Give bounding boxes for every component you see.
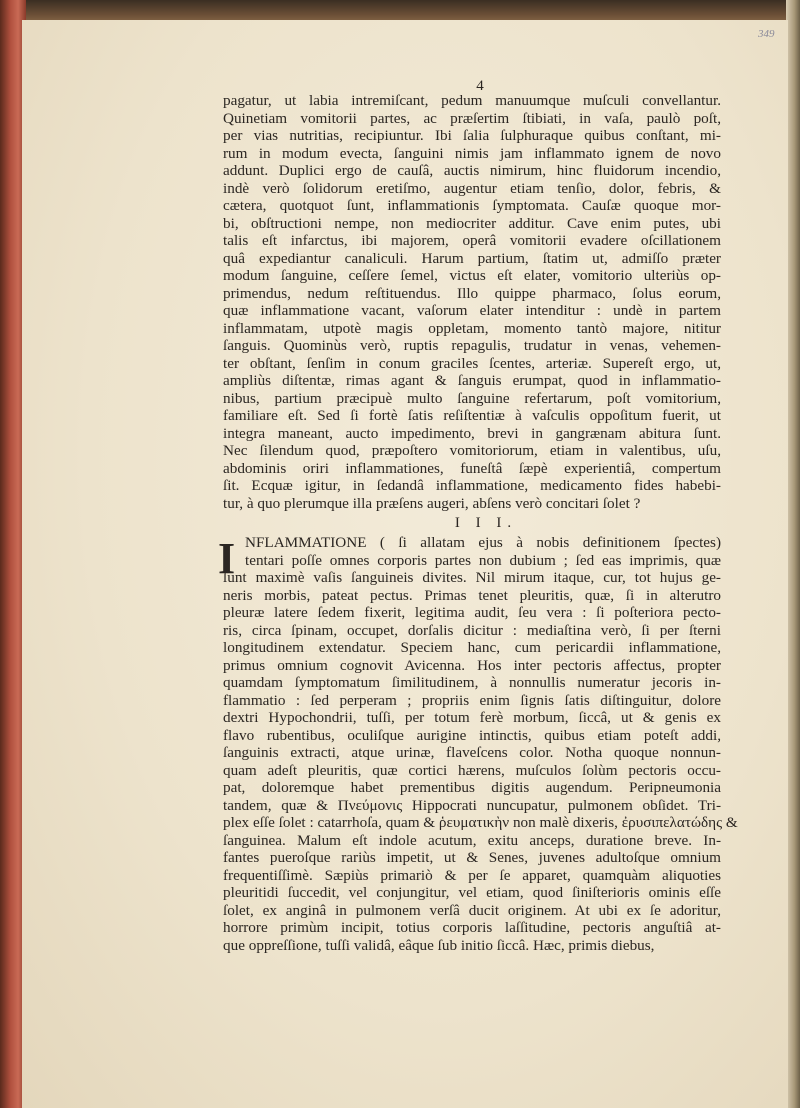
text-line: quam adeſt pleuritis, quæ cortici hærens, muſculos ſolùm pectoris occu- [223, 761, 721, 779]
folio-mark: 349 [758, 28, 775, 40]
text-line: talis eſt infarctus, ibi majorem, operâ vomitorii evadere oſcillationem [223, 232, 721, 249]
text-line: quâ expediantur canaliculi. Harum partium, ſtatim ut, admiſſo præter [223, 249, 721, 267]
text-line: primus omnium cognovit Avicenna. Hos inter pectoris affectus, propter [223, 656, 721, 674]
text-line: modum ſanguine, ceſſere ſemel, victus eſt elater, vomitorio ulteriùs op- [223, 267, 721, 284]
text-line: frequentiſſimè. Sæpiùs primariò & per ſe apparet, quamquàm aliquoties [223, 866, 721, 884]
text-line: fantes pueroſque rariùs impetit, ut & Senes, juvenes adultoſque omnium [223, 849, 721, 866]
paragraph-inflammatione [218, 534, 738, 954]
text-line: tur, à quo plerumque illa præſens augeri, abſens verò concitari ſolet ? [223, 494, 641, 512]
text-line: tentari poſſe omnes corporis partes non dubium ; ſed eas imprimis, quæ [245, 551, 721, 569]
text-line: abdominis oriri inflammationes, funeſtâ ſæpè experientiâ, compertum [223, 459, 721, 477]
text-line: longitudinem extendatur. Speciem hanc, cum pericardii inflammatione, [223, 639, 721, 656]
text-line: rum in modum evecta, ſanguini nimis jam inflammato ignem de novo [223, 144, 721, 162]
text-line: Nec ſilendum quod, præpoſtero vomitoriorum, etiam in valentibus, uſu, [223, 442, 721, 459]
text-line: pat, doloremque habet prementibus digitis augendum. Peripneumonia [223, 779, 721, 796]
text-line: ampliùs diſtentæ, rimas agant & ſanguis erumpat, quod in inflammatio- [223, 372, 721, 389]
section-number: I I I. [454, 515, 518, 531]
paragraph-continued [223, 92, 721, 512]
text-line: ſanguis. Quominùs verò, ruptis repagulis, trudatur in venas, vehemen- [223, 337, 721, 354]
text-line: pleuritidi ſuccedit, vel conjungitur, vel etiam, quod ſiniſterioris ominis eſſe [223, 884, 721, 901]
page-stack-edge [786, 0, 800, 1108]
text-line: cætera, quotquot ſunt, inflammationis ſymptomata. Cauſæ quoque mor- [223, 197, 721, 214]
text-line: addunt. Duplici ergo de cauſâ, auctis nimirum, hinc fluidorum incendio, [223, 162, 721, 179]
text-line: plex eſſe ſolet : catarrhoſa, quam & ῥευματικὴν non malè dixeris, ἐρυσιπελατώδης & [223, 814, 738, 831]
text-line: pagatur, ut labia intremiſcant, pedum manuumque muſculi convellantur. [223, 92, 721, 109]
text-line: ſanguinea. Malum eſt indole acutum, exitu anceps, duratione breve. In- [223, 831, 721, 849]
text-line: ſanguinis extracti, atque urinæ, flaveſcens color. Notha quoque nonnun- [223, 744, 721, 761]
text-line: indè verò ſolidorum eretiſmo, augentur etiam tenſio, dolor, febris, & [223, 179, 721, 197]
text-line: ter obſtant, ſenſim in conum graciles ſcentes, arteriæ. Supereſt ergo, ut, [223, 354, 721, 372]
text-line: ris, circa ſpinam, occupet, dorſalis dicitur : mediaſtina verò, ſi per ſterni [223, 621, 721, 639]
text-line: NFLAMMATIONE ( ſi allatam ejus à nobis definitionem ſpectes) [245, 534, 721, 551]
text-line: ſit. Ecquæ igitur, in ſedandâ inflammatione, medicamento fides habebi- [223, 477, 721, 494]
text-line: familiare eſt. Sed ſi fortè ſatis reſiſtentiæ à vaſculis oppoſitum fuerit, ut [223, 407, 721, 424]
text-line: ſolet, ex anginâ in pulmonem verſâ ducit originem. At ubi ex ſe adoritur, [223, 901, 721, 919]
text-line: que oppreſſione, tuſſi validâ, eâque ſub initio ſiccâ. Hæc, primis diebus, [223, 936, 655, 954]
text-line: flammatio : ſed perperam ; propriis enim ſignis ſatis diſtinguitur, dolore [223, 691, 721, 709]
text-line: primendus, nedum reſtituendus. Illo quippe pharmaco, ſolus eorum, [223, 284, 721, 302]
page-number: 4 [476, 78, 484, 94]
text-line: neris morbis, pateat pectus. Primas tenet pleuritis, quæ, ſi in alterutro [223, 586, 721, 604]
text-line: integra maneant, aucto impedimento, brevi in gangrænam abitura ſunt. [223, 424, 721, 442]
text-line: inflammatam, utpotè magis oppletam, momento tantò majore, nititur [223, 319, 721, 337]
text-line: bi, obſtructioni nempe, non mediocriter additur. Cave enim putes, ubi [223, 214, 721, 232]
text-line: ſunt maximè vaſis ſanguineis divites. Nil mirum itaque, cur, tot hujus ge- [223, 569, 721, 586]
text-line: Quinetiam vomitorii partes, ac præſertim ſtibiati, in vaſa, paulò poſt, [223, 109, 721, 127]
text-line: pleuræ latere ſedem fixerit, legitima audit, ſeu vera : ſi poſteriora pecto- [223, 604, 721, 621]
text-line: tandem, quæ & Πνεύμονις Hippocrati nuncupatur, pulmonem obſidet. Tri- [223, 796, 721, 814]
text-line: per vias nutritias, recipiuntur. Ibi ſalia ſulphuraque quibus conſtant, mi- [223, 127, 721, 144]
text-line: flavo rubentibus, oculiſque aurigine intinctis, quibus etiam poteſt addi, [223, 726, 721, 744]
text-line: horrore primùm incipit, totius corporis laſſitudine, pectoris anguſtiâ at- [223, 919, 721, 936]
text-line: quamdam ſymptomatum ſimilitudinem, à nonnullis numeratur jecoris in- [223, 674, 721, 691]
text-line: dextri Hypochondrii, tuſſi, per totum ferè morbum, ſiccâ, ut & genis ex [223, 709, 721, 726]
drop-cap: I [218, 534, 236, 583]
page-text [218, 92, 738, 954]
text-line: quæ inflammatione vacant, vaſorum elater intenditur : undè in partem [223, 302, 721, 319]
text-line: nibus, partium præcipuè multo ſanguine refertarum, poſt vomitorium, [223, 389, 721, 407]
